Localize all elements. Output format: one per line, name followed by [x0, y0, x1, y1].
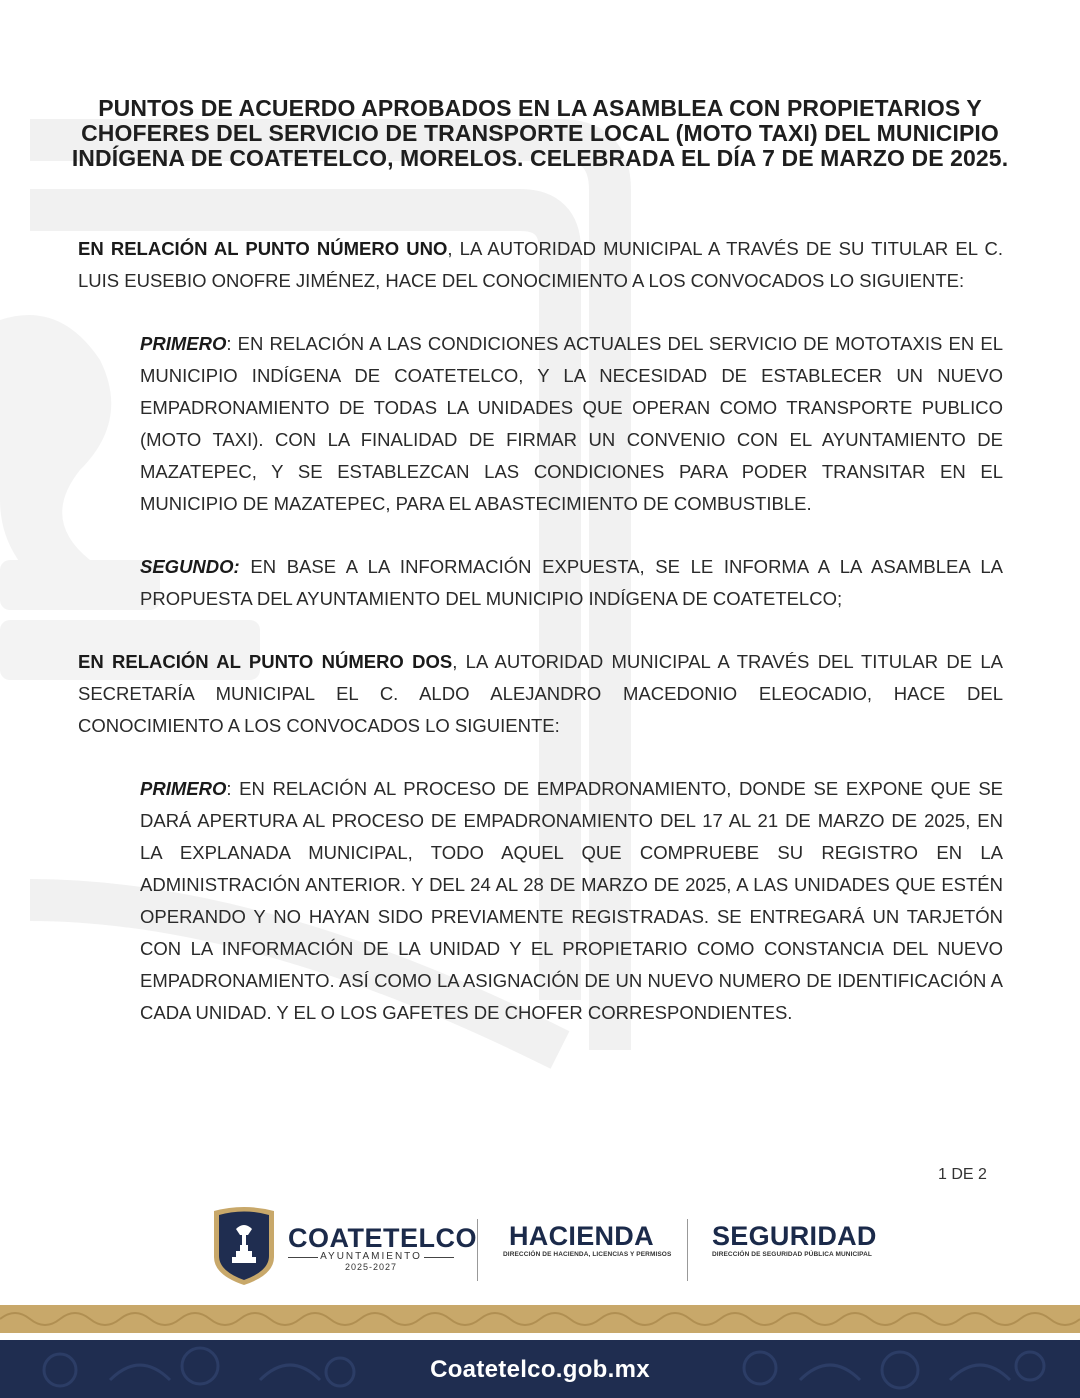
hacienda-subtitle: DIRECCIÓN DE HACIENDA, LICENCIAS Y PERMISOS: [503, 1251, 672, 1258]
section-point-one: [78, 233, 1003, 297]
section-text: , LA AUTORIDAD MUNICIPAL A TRAVÉS DEL TITULAR DE LA SECRETARÍA MUNICIPAL EL C. ALDO ALEJANDRO MACEDONIO ELEOCADIO, HACE DEL CONOCIMIENTO A LOS CONVOCADOS LO SIGUIENTE:: [78, 651, 1003, 736]
seguridad-subtitle: DIRECCIÓN DE SEGURIDAD PÚBLICA MUNICIPAL: [712, 1251, 873, 1258]
section-point-two: [78, 646, 1003, 742]
decorative-gold-band: [0, 1305, 1080, 1333]
item-text: : EN RELACIÓN AL PROCESO DE EMPADRONAMIENTO, DONDE SE EXPONE QUE SE DARÁ APERTURA AL PROCESO DE EMPADRONAMIENTO DEL 17 AL 21 DE MARZO DE 2025, EN LA EXPLANADA MUNICIPAL, TODO AQUEL QUE COMPRUEBE SU REGISTRO EN LA ADMINISTRACIÓN ANTERIOR. Y DEL 24 AL 28 DE MARZO DE 2025, A LAS UNIDADES QUE ESTÉN OPERANDO Y NO HAYAN SIDO PREVIAMENTE REGISTRADAS. SE ENTREGARÁ UN TARJETÓN CON LA INFORMACIÓN DE LA UNIDAD Y EL PROPIETARIO COMO CONSTANCIA DEL NUEVO EMPADRONAMIENTO. ASÍ COMO LA ASIGNACIÓN DE UN NUEVO NUMERO DE IDENTIFICACIÓN A CADA UNIDAD. Y EL O LOS GAFETES DE CHOFER CORRESPONDIENTES.: [140, 778, 1003, 1023]
coatetelco-logo-text: COATETELCO: [288, 1223, 477, 1253]
section-lead: EN RELACIÓN AL PUNTO NÚMERO DOS: [78, 651, 453, 672]
item-primero-1: [140, 328, 1003, 520]
term-years: 2025-2027: [344, 1262, 398, 1272]
section-lead: EN RELACIÓN AL PUNTO NÚMERO UNO: [78, 238, 448, 259]
hacienda-logo-text: HACIENDA: [509, 1221, 654, 1251]
item-segundo-1: [140, 551, 1003, 615]
item-text: EN BASE A LA INFORMACIÓN EXPUESTA, SE LE INFORMA A LA ASAMBLEA LA PROPUESTA DEL AYUNTAMIENTO DEL MUNICIPIO INDÍGENA DE COATETELCO;: [140, 556, 1003, 609]
item-text: : EN RELACIÓN A LAS CONDICIONES ACTUALES DEL SERVICIO DE MOTOTAXIS EN EL MUNICIPIO INDÍGENA DE COATETELCO, Y LA NECESIDAD DE ESTABLECER UN NUEVO EMPADRONAMIENTO DE TODAS LA UNIDADES QUE OPERAN COMO TRANSPORTE PUBLICO (MOTO TAXI). CON LA FINALIDAD DE FIRMAR UN CONVENIO CON EL AYUNTAMIENTO DE MAZATEPEC, Y SE ESTABLEZCAN LAS CONDICIONES PARA PODER TRANSITAR EN EL MUNICIPIO DE MAZATEPEC, PARA EL ABASTECIMIENTO DE COMBUSTIBLE.: [140, 333, 1003, 514]
item-lead: SEGUNDO:: [140, 556, 240, 577]
footer-logos: [0, 1205, 1080, 1295]
page-number: 1 DE 2: [938, 1166, 987, 1183]
ayuntamiento-label: AYUNTAMIENTO: [320, 1251, 422, 1262]
item-primero-2: [140, 773, 1003, 1029]
coatetelco-shield-icon: [210, 1205, 278, 1287]
item-lead: PRIMERO: [140, 778, 227, 799]
document-title: PUNTOS DE ACUERDO APROBADOS EN LA ASAMBLEA CON PROPIETARIOS Y CHOFERES DEL SERVICIO DE TRANSPORTE LOCAL (MOTO TAXI) DEL MUNICIPIO INDÍGENA DE COATETELCO, MORELOS. CELEBRADA EL DÍA 7 DE MARZO DE 2025.: [71, 95, 1009, 171]
website-link[interactable]: Coatetelco.gob.mx: [430, 1356, 650, 1383]
seguridad-logo-text: SEGURIDAD: [712, 1221, 877, 1251]
section-text: , LA AUTORIDAD MUNICIPAL A TRAVÉS DE SU TITULAR EL C. LUIS EUSEBIO ONOFRE JIMÉNEZ, HACE DEL CONOCIMIENTO A LOS CONVOCADOS LO SIGUIENTE:: [78, 238, 1003, 291]
item-lead: PRIMERO: [140, 333, 227, 354]
divider: [687, 1219, 688, 1281]
divider: [477, 1219, 478, 1281]
